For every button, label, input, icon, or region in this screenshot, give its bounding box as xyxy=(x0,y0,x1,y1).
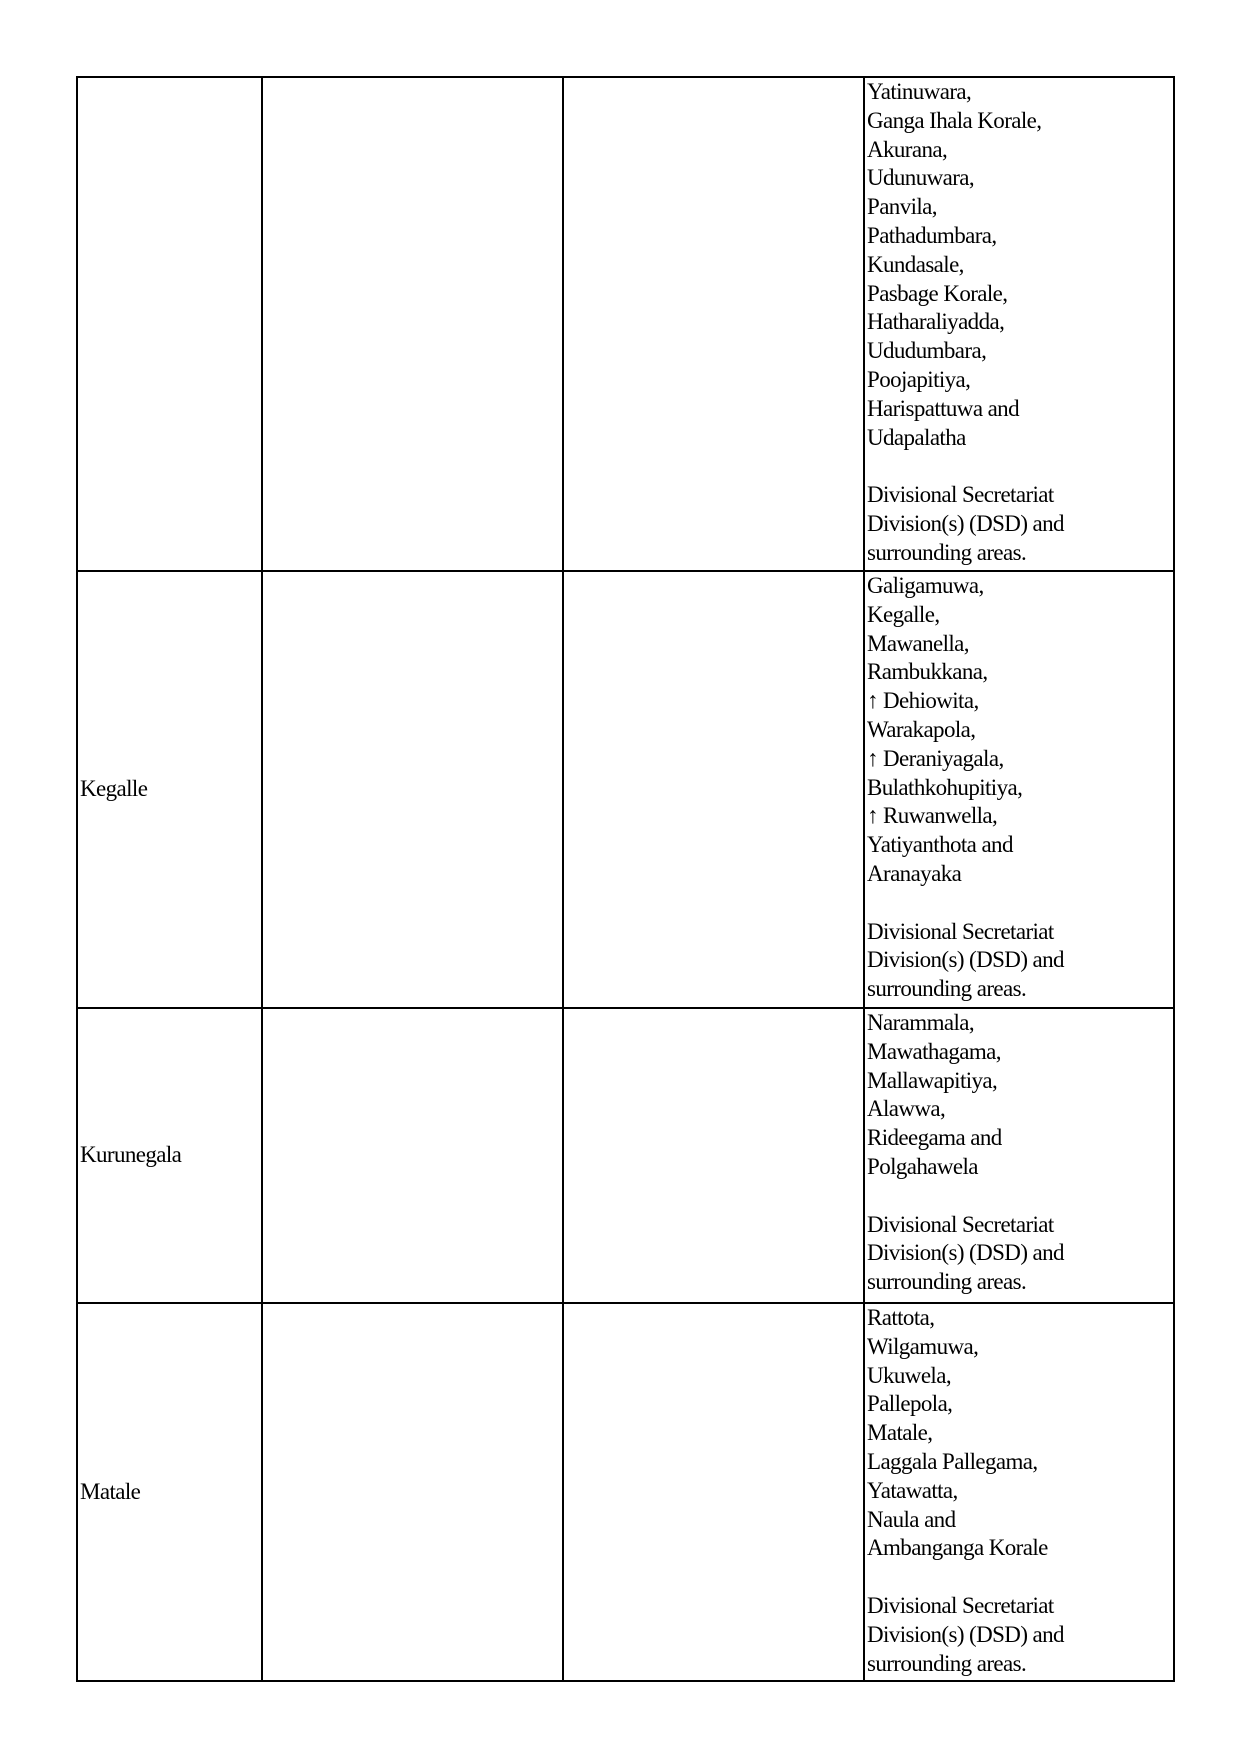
location-item: Ganga Ihala Korale, xyxy=(867,107,1042,133)
location-item: Yatiyanthota and xyxy=(867,832,1013,858)
column-3-cell xyxy=(563,1303,864,1681)
table-row xyxy=(77,1303,1174,1681)
location-item: Galigamuwa, xyxy=(867,573,984,598)
location-item: Rideegama and xyxy=(867,1125,1002,1151)
location-item: Warakapola, xyxy=(867,716,976,742)
spacer xyxy=(867,889,1171,918)
location-item: Pathadumbara, xyxy=(867,222,997,248)
note-line: surrounding areas. xyxy=(867,976,1027,1002)
table-row xyxy=(77,571,1174,1008)
location-item: Narammala, xyxy=(867,1010,975,1035)
note-line: surrounding areas. xyxy=(867,539,1027,565)
location-item: Mawathagama, xyxy=(867,1038,1001,1064)
location-item: Bulathkohupitiya, xyxy=(867,774,1023,800)
location-item: ↑ Dehiowita, xyxy=(867,688,979,714)
note-line: surrounding areas. xyxy=(867,1650,1027,1676)
location-item: Udunuwara, xyxy=(867,165,975,191)
location-item: Rambukkana, xyxy=(867,659,988,685)
location-item: Polgahawela xyxy=(867,1153,978,1179)
note-line: Divisional Secretariat xyxy=(867,1592,1054,1618)
location-item: Yatinuwara, xyxy=(867,79,972,104)
location-item: ↑ Ruwanwella, xyxy=(867,803,998,829)
location-item: Laggala Pallegama, xyxy=(867,1448,1038,1474)
location-item: Ududumbara, xyxy=(867,338,987,364)
location-item: Poojapitiya, xyxy=(867,366,971,392)
location-item: Alawwa, xyxy=(867,1096,946,1122)
location-item: Ambanganga Korale xyxy=(867,1535,1048,1561)
column-2-cell xyxy=(262,1008,563,1303)
location-item: Harispattuwa and xyxy=(867,395,1019,421)
location-item: ↑ Deraniyagala, xyxy=(867,745,1004,771)
location-item: Naula and xyxy=(867,1506,956,1532)
district-cell: Kurunegala xyxy=(77,1008,262,1303)
spacer xyxy=(867,1182,1171,1211)
column-3-cell xyxy=(563,571,864,1008)
location-item: Akurana, xyxy=(867,136,948,162)
location-item: Panvila, xyxy=(867,194,937,220)
location-item: Rattota, xyxy=(867,1305,935,1330)
note-line: Divisional Secretariat xyxy=(867,1211,1054,1237)
locations-cell xyxy=(864,1008,1174,1303)
note-line: Divisional Secretariat xyxy=(867,482,1054,508)
location-item: Ukuwela, xyxy=(867,1362,951,1388)
location-item: Wilgamuwa, xyxy=(867,1333,979,1359)
location-item: Mawanella, xyxy=(867,630,969,656)
column-2-cell xyxy=(262,571,563,1008)
location-item: Mallawapitiya, xyxy=(867,1067,998,1093)
location-item: Kundasale, xyxy=(867,251,964,277)
location-item: Pasbage Korale, xyxy=(867,280,1008,306)
location-item: Kegalle, xyxy=(867,601,940,627)
table-row xyxy=(77,1008,1174,1303)
district-table xyxy=(76,76,1175,1682)
location-item: Yatawatta, xyxy=(867,1477,958,1503)
district-cell: Kegalle xyxy=(77,571,262,1008)
note-line: Division(s) (DSD) and xyxy=(867,1240,1064,1266)
column-2-cell xyxy=(262,1303,563,1681)
location-item: Hatharaliyadda, xyxy=(867,309,1005,335)
note-line: Division(s) (DSD) and xyxy=(867,947,1064,973)
note-line: Division(s) (DSD) and xyxy=(867,510,1064,536)
location-item: Udapalatha xyxy=(867,424,966,450)
location-item: Matale, xyxy=(867,1420,933,1446)
spacer xyxy=(867,1563,1171,1592)
district-cell xyxy=(77,77,262,571)
table-row xyxy=(77,77,1174,571)
column-2-cell xyxy=(262,77,563,571)
column-3-cell xyxy=(563,1008,864,1303)
spacer xyxy=(867,452,1171,481)
note-line: Division(s) (DSD) and xyxy=(867,1621,1064,1647)
note-line: Divisional Secretariat xyxy=(867,918,1054,944)
locations-cell xyxy=(864,77,1174,571)
column-3-cell xyxy=(563,77,864,571)
location-item: Pallepola, xyxy=(867,1391,953,1417)
district-cell: Matale xyxy=(77,1303,262,1681)
locations-cell xyxy=(864,571,1174,1008)
note-line: surrounding areas. xyxy=(867,1269,1027,1295)
location-item: Aranayaka xyxy=(867,860,962,886)
locations-cell xyxy=(864,1303,1174,1681)
